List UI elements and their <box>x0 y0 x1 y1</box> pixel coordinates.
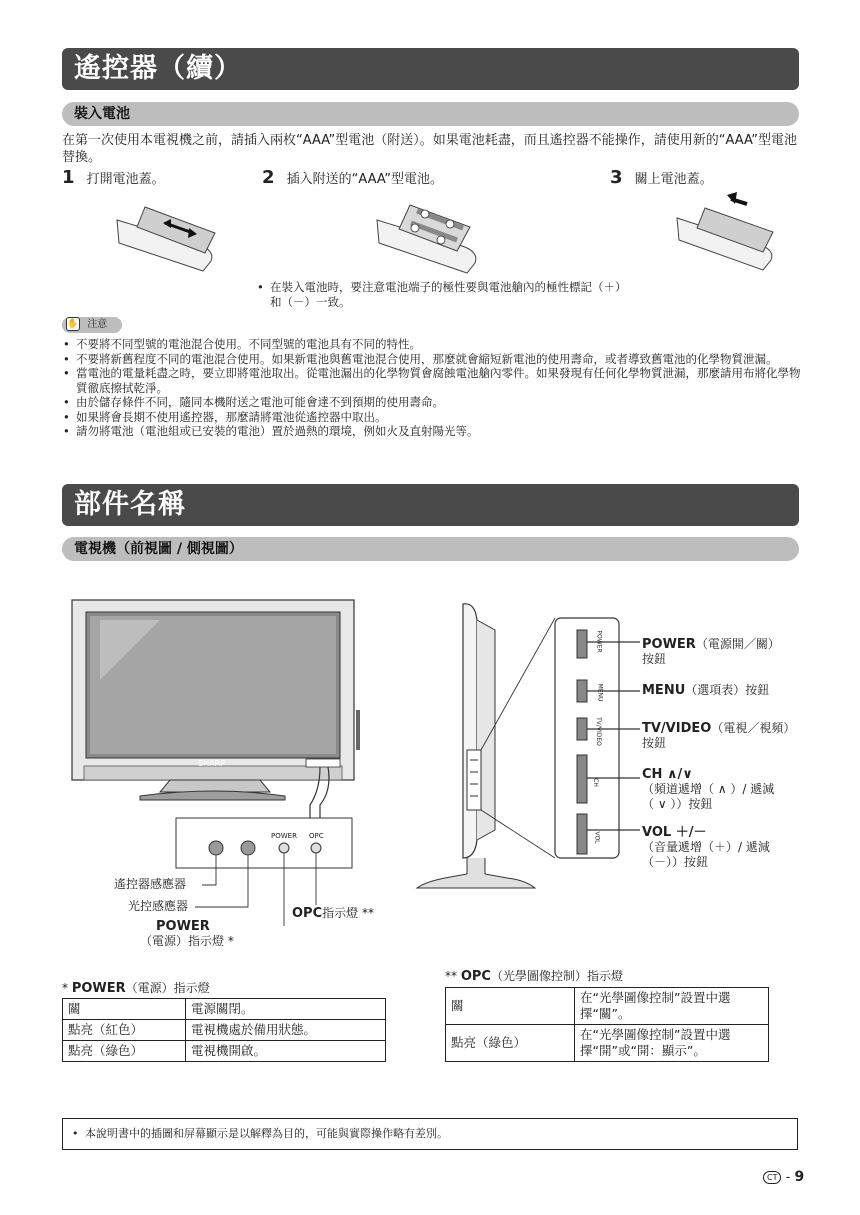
step-3 <box>610 169 713 188</box>
caution-item: • 不要將不同型號的電池混合使用。不同型號的電池具有不同的特性。 <box>62 337 802 352</box>
footer-note: • 本說明書中的插圖和屏幕顯示是以解釋為目的，可能與實際操作略有差別。 <box>71 1127 771 1142</box>
side-button-power-label: POWER <box>595 630 603 653</box>
step-1 <box>62 169 165 188</box>
power-button-rest: （電源開／關） <box>695 637 780 651</box>
remote-open-cover-illustration <box>115 195 225 275</box>
page-num: 9 <box>794 1169 805 1185</box>
step-2 <box>262 169 443 188</box>
side-button-ch-label: CH <box>591 778 599 787</box>
caution-label: 注意 <box>87 319 108 330</box>
caution-item: • 由於儲存條件不同，隨同本機附送之電池可能會達不到預期的使用壽命。 <box>62 395 802 410</box>
opc-indicator-bold: OPC <box>292 906 323 921</box>
table-cell: 關 <box>446 988 575 1025</box>
opc-table-caption <box>445 969 623 984</box>
side-button-menu-label: MENU <box>596 683 604 702</box>
menu-button-rest: （選項表）按鈕 <box>685 683 770 697</box>
table-cell: 在“光學圖像控制”設置中選擇“關”。 <box>575 988 769 1025</box>
table-row <box>63 1041 386 1062</box>
caution-list <box>62 337 802 439</box>
light-sensor-label: 光控感應器 <box>128 899 189 913</box>
table-row <box>63 1020 386 1041</box>
table-cell: 在“光學圖像控制”設置中選擇“開”或“開：顯示”。 <box>575 1025 769 1062</box>
power-button-bold: POWER <box>642 637 696 652</box>
side-button-vol-label: VOL <box>593 831 601 844</box>
table-cell: 點亮（綠色） <box>446 1025 575 1062</box>
power-indicator-desc: （電源）指示燈 * <box>140 934 234 948</box>
power-button-desc <box>642 637 780 652</box>
caption-rest: （電源）指示燈 <box>125 981 210 995</box>
ch-button-bold: CH ∧/∨ <box>642 767 693 782</box>
step-number: 2 <box>262 167 275 188</box>
ch-button-line2: （頻道遞增（ ∧ ）/ 遞減 <box>642 782 775 796</box>
caution-item: • 請勿將電池（電池組或已安裝的電池）置於過熱的環境，例如火及直射陽光等。 <box>62 424 802 439</box>
table-cell: 點亮（紅色） <box>63 1020 186 1041</box>
caption-star: ** <box>445 969 461 983</box>
menu-button-desc <box>642 683 769 698</box>
panel-opc-label: OPC <box>309 832 324 840</box>
subheading-insert-batteries: 裝入電池 <box>62 102 799 126</box>
table-cell: 關 <box>63 999 186 1020</box>
caption-star: * <box>62 981 72 995</box>
side-button-tvvideo-label: TV/VIDEO <box>594 717 602 746</box>
vol-button-bold: VOL ＋/－ <box>642 825 707 840</box>
caution-item: • 如果將會長期不使用遙控器，那麼請將電池從遙控器中取出。 <box>62 410 802 425</box>
panel-power-label: POWER <box>271 832 297 840</box>
menu-button-bold: MENU <box>642 683 686 698</box>
caution-badge <box>62 317 122 333</box>
footer-note-box <box>62 1118 798 1150</box>
table-row <box>446 988 769 1025</box>
step-text: 插入附送的“AAA”型電池。 <box>286 172 443 187</box>
step-number: 1 <box>62 167 75 188</box>
footer-note-list <box>71 1127 771 1142</box>
tv-brand-logo: SHARP <box>198 759 225 768</box>
power-indicator-bold: POWER <box>156 919 210 934</box>
hand-icon: ✋ <box>67 319 79 329</box>
remote-insert-batteries-illustration <box>375 195 490 275</box>
remote-sensor-label: 遙控器感應器 <box>114 877 187 891</box>
opc-indicator-desc: 指示燈 ** <box>322 906 374 920</box>
table-cell: 電視機處於備用狀態。 <box>186 1020 386 1041</box>
tvvideo-button-desc <box>642 721 795 736</box>
ch-button-line3: （ ∨ ））按鈕 <box>642 797 713 811</box>
power-indicator-table <box>62 998 386 1062</box>
step-text: 關上電池蓋。 <box>634 172 713 187</box>
step-number: 3 <box>610 167 623 188</box>
caption-rest: （光學圖像控制）指示燈 <box>490 969 623 983</box>
table-cell: 點亮（綠色） <box>63 1041 186 1062</box>
page-sep: - <box>785 1170 791 1185</box>
vol-button-desc <box>642 825 706 840</box>
ch-button-desc <box>642 767 693 782</box>
table-cell: 電視機開啟。 <box>186 1041 386 1062</box>
step-text: 打開電池蓋。 <box>86 172 165 187</box>
ct-badge: CT <box>763 1171 781 1184</box>
caption-bold: OPC <box>460 969 491 984</box>
caution-item: • 當電池的電量耗盡之時，要立即將電池取出。從電池漏出的化學物質會腐蝕電池艙內零件。如果發現有任何化學物質泄漏，那麼請用布將化學物質徹底擦拭乾淨。 <box>62 366 802 395</box>
caution-item: • 不要將新舊程度不同的電池混合使用。如果新電池與舊電池混合使用，那麼就會縮短新電池的使用壽命，或者導致舊電池的化學物質泄漏。 <box>62 352 802 367</box>
opc-indicator-table <box>445 987 769 1062</box>
caption-bold: POWER <box>71 981 126 996</box>
power-table-caption <box>62 981 210 996</box>
table-cell: 電源關閉。 <box>186 999 386 1020</box>
vol-button-line3: （－））按鈕 <box>642 855 709 869</box>
tvvideo-button-bold: TV/VIDEO <box>642 721 712 736</box>
table-row <box>63 999 386 1020</box>
vol-button-line2: （音量遞增（＋）/ 遞減 <box>642 840 770 854</box>
tvvideo-button-line2: 按鈕 <box>642 736 667 750</box>
subheading-tv-views: 電視機（前視圖 / 側視圖） <box>62 537 799 561</box>
remote-close-cover-illustration <box>675 190 785 275</box>
table-row <box>446 1025 769 1062</box>
section-title-part-names: 部件名稱 <box>62 484 799 526</box>
tv-side-view-illustration <box>415 600 655 900</box>
page-number <box>763 1169 804 1186</box>
polarity-note <box>256 280 626 309</box>
section-title-remote: 遙控器（續） <box>62 48 799 90</box>
opc-indicator-label <box>292 906 374 921</box>
battery-intro-text: 在第一次使用本電視機之前，請插入兩枚“AAA”型電池（附送）。如果電池耗盡，而且遙控器不能操作，請使用新的“AAA”型電池替換。 <box>62 133 798 165</box>
tvvideo-button-rest: （電視／視頻） <box>711 721 796 735</box>
power-indicator-label <box>156 919 210 934</box>
power-button-line2: 按鈕 <box>642 652 667 666</box>
polarity-note-item: • 在裝入電池時，要注意電池端子的極性要與電池艙內的極性標記（＋）和（－）一致。 <box>256 280 626 309</box>
